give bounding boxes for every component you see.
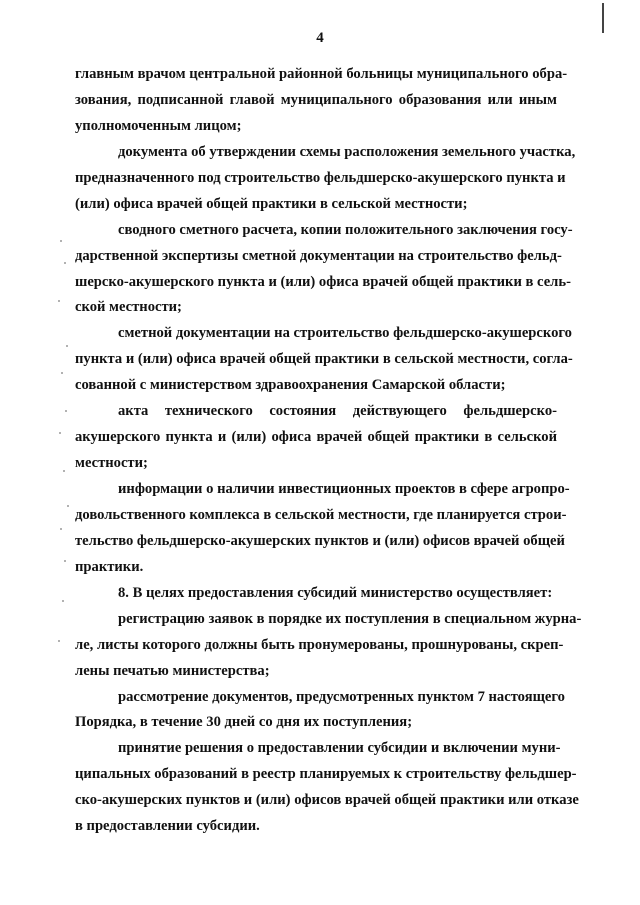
document-body [75, 62, 582, 840]
text-line: уполномоченным лицом; [75, 117, 242, 134]
text-line: тельство фельдшерско-акушерских пунктов и (или) офисов врачей общей [75, 532, 565, 549]
text-line: лены печатью министерства; [75, 662, 270, 679]
scan-speck [67, 505, 69, 507]
text-line: местности; [75, 455, 148, 472]
text-line: акта технического состояния действующего фельдшерско- [118, 403, 557, 420]
text-line: в предоставлении субсидии. [75, 818, 260, 835]
text-line: информации о наличии инвестиционных проектов в сфере агропро- [118, 481, 570, 497]
text-line: предназначенного под строительство фельдшерско-акушерского пункта и [75, 169, 566, 186]
text-line: (или) офиса врачей общей практики в сельской местности; [75, 195, 468, 212]
scan-speck [62, 600, 64, 602]
text-line: главным врачом центральной районной больницы муниципального обра- [75, 66, 568, 82]
text-line: 8. В целях предоставления субсидий министерство осуществляет: [118, 584, 553, 601]
scan-speck [60, 528, 62, 530]
scan-speck [64, 560, 66, 562]
text-line: ско-акушерских пунктов и (или) офисов врачей общей практики или отказе [75, 792, 579, 809]
scan-speck [60, 240, 62, 242]
text-line: сованной с министерством здравоохранения Самарской области; [75, 377, 506, 394]
text-line: регистрацию заявок в порядке их поступления в специальном журна- [118, 610, 582, 627]
text-line: ле, листы которого должны быть пронумерованы, прошнурованы, скреп- [75, 636, 564, 653]
text-line: пункта и (или) офиса врачей общей практики в сельской местности, согла- [75, 351, 573, 368]
text-line: рассмотрение документов, предусмотренных пунктом 7 настоящего [118, 688, 565, 705]
text-line: дарственной экспертизы сметной документации на строительство фельд- [75, 247, 562, 264]
page-number: 4 [316, 30, 324, 46]
scan-speck [59, 432, 61, 434]
text-line: зования, подписанной главой муниципального образования или иным [75, 91, 557, 108]
scan-speck [65, 410, 67, 412]
text-line: сводного сметного расчета, копии положительного заключения госу- [118, 221, 573, 238]
text-line: принятие решения о предоставлении субсидии и включении муни- [118, 740, 561, 757]
scan-speck [64, 262, 66, 264]
text-line: практики. [75, 558, 144, 575]
text-line: акушерского пункта и (или) офиса врачей общей практики в сельской [75, 429, 557, 446]
text-line: довольственного комплекса в сельской местности, где планируется строи- [75, 506, 567, 523]
scan-speck [58, 640, 60, 642]
scan-speck [63, 470, 65, 472]
text-line: сметной документации на строительство фельдшерско-акушерского [118, 325, 572, 342]
scan-speck [61, 372, 63, 374]
scan-speck [58, 300, 60, 302]
text-line: ской местности; [75, 299, 182, 316]
text-line: шерско-акушерского пункта и (или) офиса врачей общей практики в сель- [75, 273, 571, 290]
scan-speck [66, 345, 68, 347]
text-line: Порядка, в течение 30 дней со дня их поступления; [75, 714, 413, 731]
text-line: ципальных образований в реестр планируемых к строительству фельдшер- [75, 766, 577, 783]
text-line: документа об утверждении схемы расположения земельного участка, [118, 143, 576, 160]
scan-artifact-top [602, 3, 604, 33]
